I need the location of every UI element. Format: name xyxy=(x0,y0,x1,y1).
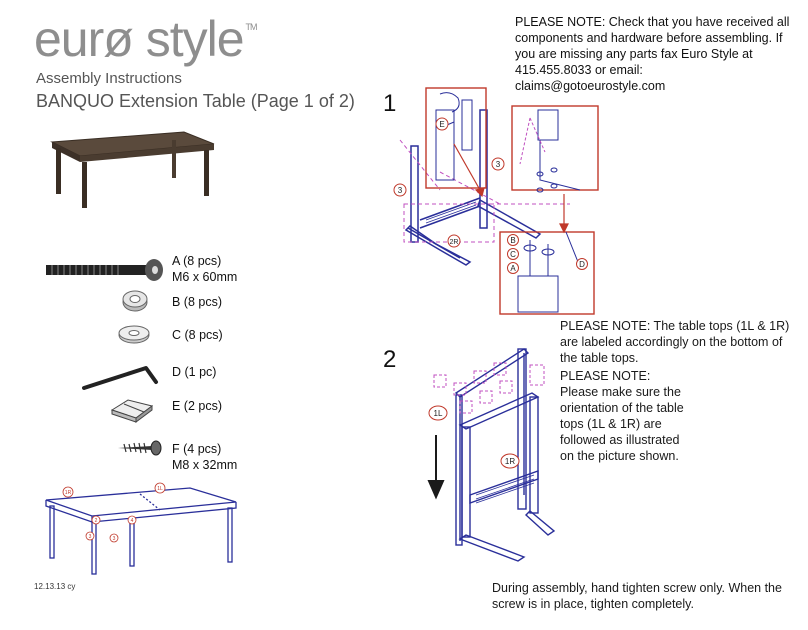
part-b-label: B (8 pcs) xyxy=(172,295,223,309)
step1-callout-a: A xyxy=(510,264,516,273)
part-a-label: A (8 pcs) M6 x 60mm xyxy=(172,254,238,284)
overview-callout-1r: 1R xyxy=(64,490,72,496)
tighten-screw-note: During assembly, hand tighten screw only. When the screw is in place, tighten completely. xyxy=(492,581,782,611)
part-c-label: C (8 pcs) xyxy=(172,328,223,342)
dowel-e-icon xyxy=(110,392,154,424)
extended-table-overview xyxy=(40,480,240,576)
part-e-label: E (2 pcs) xyxy=(172,399,223,413)
overview-callout-3a: 3 xyxy=(88,534,92,540)
overview-callout-4: 4 xyxy=(130,518,134,524)
part-f-label: F (4 pcs) M8 x 32mm xyxy=(172,442,238,472)
page-title: BANQUO Extension Table (Page 1 of 2) xyxy=(36,91,355,111)
step2-callout-1r: 1R xyxy=(504,457,516,466)
bolt-a-icon xyxy=(44,258,166,282)
screw-f-icon xyxy=(116,440,166,456)
table-photo xyxy=(44,128,216,210)
hardware-check-note: PLEASE NOTE: Check that you have received all components and hardware before assembling. If you are missing any parts fax Euro Style at 415.455.8033 or email: claims@gotoeurostyle.com xyxy=(515,15,790,93)
step-1-number: 1 xyxy=(383,90,397,117)
washer-c-icon xyxy=(118,323,150,345)
step1-callout-3a: 3 xyxy=(495,160,501,169)
step1-callout-c: C xyxy=(510,250,516,259)
step2-callout-1l: 1L xyxy=(433,409,443,418)
brand-logo: eurø style ™ xyxy=(34,11,257,67)
orientation-note: PLEASE NOTE: Please make sure the orientation of the table tops (1L & 1R) are followed as illustrated on the picture shown. xyxy=(560,369,684,463)
part-d-label: D (1 pc) xyxy=(172,365,217,379)
step1-callout-e: E xyxy=(439,120,445,129)
step1-callout-d: D xyxy=(579,260,585,269)
step1-callout-3b: 3 xyxy=(397,186,403,195)
washer-b-icon xyxy=(122,290,148,312)
step1-callout-2r: 2R xyxy=(449,239,459,246)
overview-callout-1l: 1L xyxy=(157,486,163,492)
overview-callout-2: 2 xyxy=(94,518,98,524)
step-2-number: 2 xyxy=(383,346,397,373)
step-1-diagram xyxy=(380,80,605,320)
overview-callout-3b: 3 xyxy=(112,536,116,542)
subtitle: Assembly Instructions xyxy=(36,70,182,87)
date-code: 12.13.13 cy xyxy=(34,582,76,591)
table-tops-note: PLEASE NOTE: The table tops (1L & 1R) are labeled accordingly on the bottom of the table tops. xyxy=(560,319,790,365)
allen-key-d-icon xyxy=(80,360,160,392)
step-2-diagram xyxy=(420,345,560,575)
step1-callout-b: B xyxy=(510,236,516,245)
